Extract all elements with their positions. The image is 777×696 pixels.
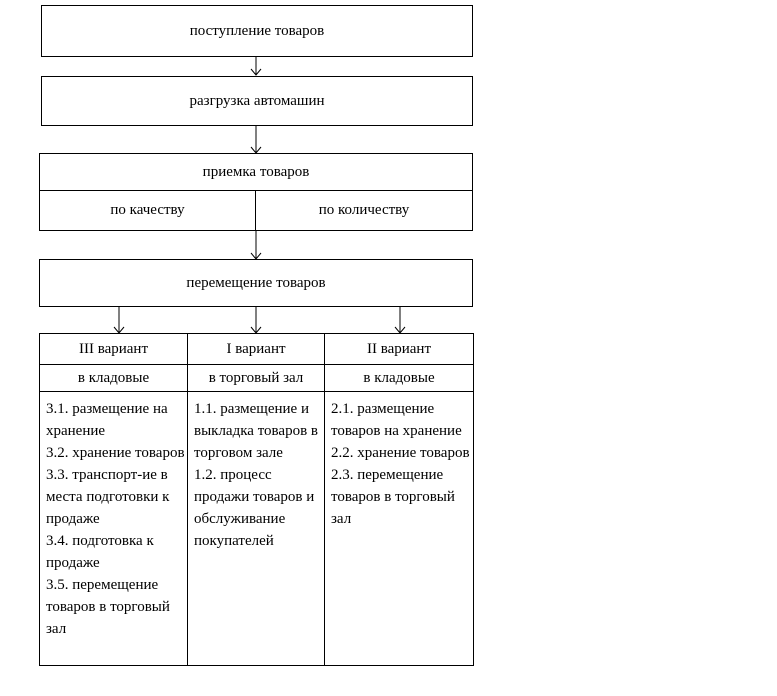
by-quality-cell bbox=[40, 191, 255, 230]
variants-destination-divider bbox=[40, 391, 473, 392]
by-quantity-label: по количеству bbox=[318, 202, 410, 218]
acceptance-title-cell bbox=[40, 154, 472, 191]
variant-1-step: 1.1. размещение и выкладка товаров в торговом зале bbox=[194, 401, 319, 461]
variant-2-destination: в кладовые bbox=[363, 369, 435, 386]
variant-3-destination: в кладовые bbox=[77, 369, 150, 386]
variant-3-step: 3.4. подготовка к продаже bbox=[46, 533, 154, 571]
variant-1-name-cell bbox=[188, 334, 324, 364]
variant-2-destination-cell bbox=[325, 365, 473, 391]
variant-3-step: 3.3. транспорт-ие в места подготовки к продаже bbox=[46, 467, 170, 527]
acceptance-box bbox=[39, 153, 473, 231]
variant-2-step: 2.1. размещение товаров на хранение bbox=[331, 401, 462, 439]
unloading-label: разгрузка автомашин bbox=[189, 92, 325, 109]
receipt-box bbox=[41, 5, 473, 57]
by-quantity-cell bbox=[256, 191, 472, 230]
unloading-box bbox=[41, 76, 473, 126]
variant-3-name-cell bbox=[40, 334, 187, 364]
variant-2-step: 2.3. перемещение товаров в торговый зал bbox=[331, 467, 455, 527]
variant-2-step: 2.2. хранение товаров bbox=[331, 445, 470, 461]
movement-box bbox=[39, 259, 473, 307]
variant-1-name: I вариант bbox=[226, 340, 286, 357]
movement-label: перемещение товаров bbox=[186, 274, 326, 291]
variant-1-destination: в торговый зал bbox=[208, 369, 304, 386]
variant-3-steps bbox=[40, 398, 187, 640]
variant-3-name: III вариант bbox=[78, 340, 149, 357]
variants-table bbox=[39, 333, 474, 666]
receipt-label: поступление товаров bbox=[189, 22, 325, 39]
variant-1-step: 1.2. процесс продажи товаров и обслуживание покупателей bbox=[194, 467, 315, 549]
variant-1-destination-cell bbox=[188, 365, 324, 391]
variant-3-destination-cell bbox=[40, 365, 187, 391]
variant-2-name-cell bbox=[325, 334, 473, 364]
acceptance-title: приемка товаров bbox=[202, 164, 310, 180]
variant-3-step: 3.1. размещение на хранение bbox=[46, 401, 168, 439]
variant-2-steps bbox=[325, 398, 473, 530]
variant-3-step: 3.5. перемещение товаров в торговый зал bbox=[46, 577, 170, 637]
variant-3-step: 3.2. хранение товаров bbox=[46, 445, 185, 461]
variant-1-steps bbox=[188, 398, 324, 552]
by-quality-label: по качеству bbox=[110, 202, 185, 218]
variant-2-name: II вариант bbox=[366, 340, 432, 357]
